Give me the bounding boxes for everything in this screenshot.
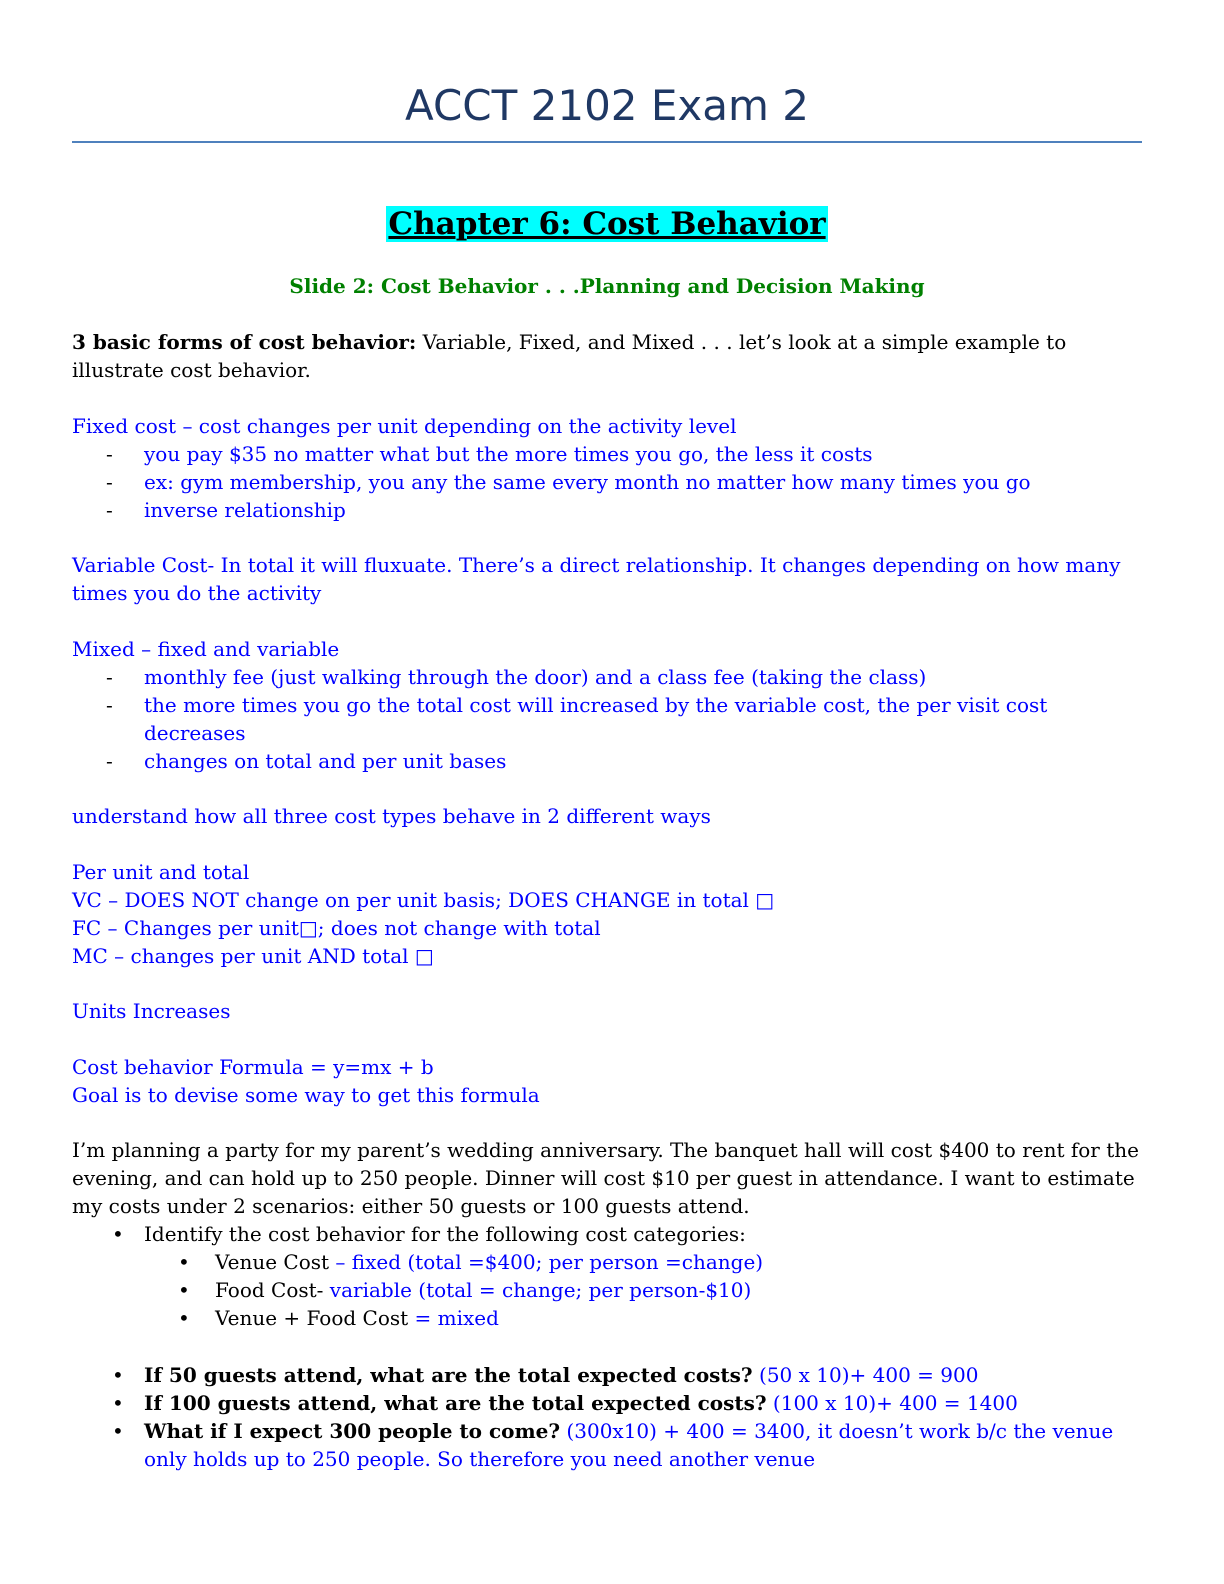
list-item: - you pay $35 no matter what but the more times you go, the less it costs — [72, 440, 1142, 468]
per-unit-heading: Per unit and total — [72, 859, 250, 884]
notes-body — [72, 328, 1142, 1473]
list-item — [72, 1304, 1142, 1332]
list-item: - the more times you go the total cost will increased by the variable cost, the per visit cost decreases — [72, 691, 1142, 747]
variable-cost-paragraph: Variable Cost- In total it will fluxuate. There’s a direct relationship. It changes depending on how many times you do the activity — [72, 553, 1121, 605]
intro-paragraph — [72, 328, 1142, 384]
question-answer: (50 x 10)+ 400 = 900 — [752, 1363, 979, 1387]
title-underline-rule — [72, 141, 1142, 143]
list-item: - ex: gym membership, you any the same every month no matter how many times you go — [72, 468, 1142, 496]
slide-heading: Slide 2: Cost Behavior . . .Planning and Decision Making — [289, 274, 925, 298]
fixed-cost-list — [72, 440, 1142, 524]
fixed-cost-heading: Fixed cost – cost changes per unit depending on the activity level — [72, 413, 737, 438]
question-text: If 100 guests attend, what are the total expected costs? — [144, 1391, 767, 1415]
fc-line: FC – Changes per unit□; does not change with total — [72, 915, 601, 940]
understand-paragraph: understand how all three cost types behave in 2 different ways — [72, 804, 711, 828]
formula-line: Cost behavior Formula = y=mx + b — [72, 1054, 434, 1079]
party-scenario-paragraph: I’m planning a party for my parent’s wedding anniversary. The banquet hall will cost $400 to rent for the evening, and can hold up to 250 people. Dinner will cost $10 per guest in attendance. I want to estimate my costs under 2 scenarios: either 50 guests or 100 guests attend. — [72, 1138, 1139, 1218]
intro-rest: Variable, Fixed, and Mixed . . . let’s look at a simple example to illustrate cost behavior. — [72, 330, 1067, 382]
category-answer: – fixed (total =$400; per person =change) — [329, 1250, 764, 1274]
category-label: Venue + Food Cost — [215, 1306, 409, 1330]
chapter-heading — [72, 200, 1142, 251]
identify-item — [72, 1220, 1142, 1332]
cost-category-list — [72, 1248, 1142, 1332]
question-text: If 50 guests attend, what are the total expected costs? — [144, 1363, 753, 1387]
intro-bold: 3 basic forms of cost behavior: — [72, 330, 417, 354]
list-item — [72, 1248, 1142, 1276]
category-label: Venue Cost — [215, 1250, 330, 1274]
units-increases: Units Increases — [72, 999, 231, 1023]
list-item: - changes on total and per unit bases — [72, 747, 1142, 775]
question-item — [72, 1417, 1142, 1473]
question-item — [72, 1361, 1142, 1389]
questions-list — [72, 1361, 1142, 1473]
question-answer: (300x10) + 400 = 3400, it doesn’t work b/c the venue only holds up to 250 people. So therefore you need another venue — [144, 1419, 1114, 1471]
category-answer: variable (total = change; per person-$10) — [323, 1278, 752, 1302]
question-item — [72, 1389, 1142, 1417]
goal-line: Goal is to devise some way to get this formula — [72, 1082, 540, 1107]
list-item: - inverse relationship — [72, 496, 1142, 524]
identify-list — [72, 1220, 1142, 1332]
mixed-cost-list — [72, 663, 1142, 775]
question-text: What if I expect 300 people to come? — [144, 1419, 561, 1443]
identify-text: Identify the cost behavior for the following cost categories: — [144, 1222, 746, 1246]
mc-line: MC – changes per unit AND total □ — [72, 943, 434, 968]
category-answer: = mixed — [408, 1306, 499, 1330]
list-item — [72, 1276, 1142, 1304]
document-title: ACCT 2102 Exam 2 — [404, 81, 809, 130]
vc-line: VC – DOES NOT change on per unit basis; DOES CHANGE in total □ — [72, 887, 775, 912]
mixed-cost-heading: Mixed – fixed and variable — [72, 636, 340, 661]
question-answer: (100 x 10)+ 400 = 1400 — [766, 1391, 1018, 1415]
chapter-title: Chapter 6: Cost Behavior — [388, 206, 826, 242]
list-item: - monthly fee (just walking through the door) and a class fee (taking the class) — [72, 663, 1142, 691]
category-label: Food Cost- — [215, 1278, 324, 1302]
